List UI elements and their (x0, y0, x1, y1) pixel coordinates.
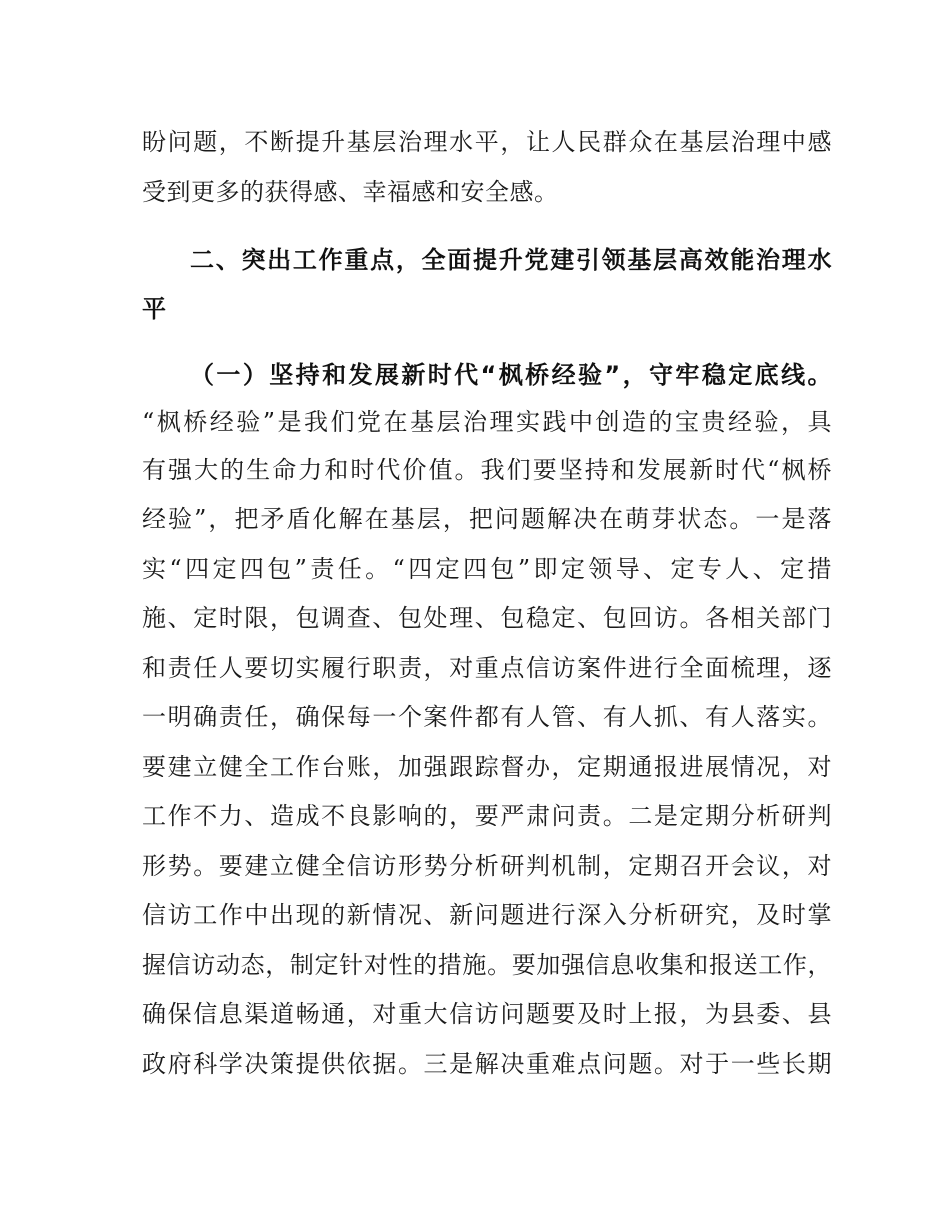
section-heading-line: 二、突出工作重点，全面提升党建引领基层高效能治理水 (190, 246, 832, 274)
paragraph-line: 施、定时限，包调查、包处理、包稳定、包回访。各相关部门 (142, 604, 832, 632)
paragraph-line: 要建立健全工作台账，加强跟踪督办，定期通报进展情况，对 (142, 753, 832, 781)
subsection-heading: （一）坚持和发展新时代“枫桥经验”，守牢稳定底线。 (190, 361, 832, 389)
paragraph-line: 一明确责任，确保每一个案件都有人管、有人抓、有人落实。 (142, 703, 832, 731)
paragraph-line: 工作不力、造成不良影响的，要严肃问责。二是定期分析研判 (142, 802, 832, 830)
paragraph-line: 握信访动态，制定针对性的措施。要加强信息收集和报送工作， (142, 951, 832, 979)
paragraph-line: 盼问题，不断提升基层治理水平，让人民群众在基层治理中感 (142, 128, 832, 156)
paragraph-line: 形势。要建立健全信访形势分析研判机制，定期召开会议，对 (142, 852, 832, 880)
paragraph-line: 经验”，把矛盾化解在基层，把问题解决在萌芽状态。一是落 (142, 505, 832, 533)
paragraph-line: “枫桥经验”是我们党在基层治理实践中创造的宝贵经验，具 (142, 408, 832, 436)
paragraph-line: 有强大的生命力和时代价值。我们要坚持和发展新时代“枫桥 (142, 456, 832, 484)
paragraph-line: 实“四定四包”责任。“四定四包”即定领导、定专人、定措 (142, 555, 832, 583)
paragraph-line: 受到更多的获得感、幸福感和安全感。 (142, 178, 559, 206)
paragraph-line: 确保信息渠道畅通，对重大信访问题要及时上报，为县委、县 (142, 1000, 832, 1028)
paragraph-line: 政府科学决策提供依据。三是解决重难点问题。对于一些长期 (142, 1050, 832, 1078)
section-heading-line: 平 (142, 295, 167, 323)
paragraph-line: 信访工作中出现的新情况、新问题进行深入分析研究，及时掌 (142, 901, 832, 929)
paragraph-line: 和责任人要切实履行职责，对重点信访案件进行全面梳理，逐 (142, 654, 832, 682)
